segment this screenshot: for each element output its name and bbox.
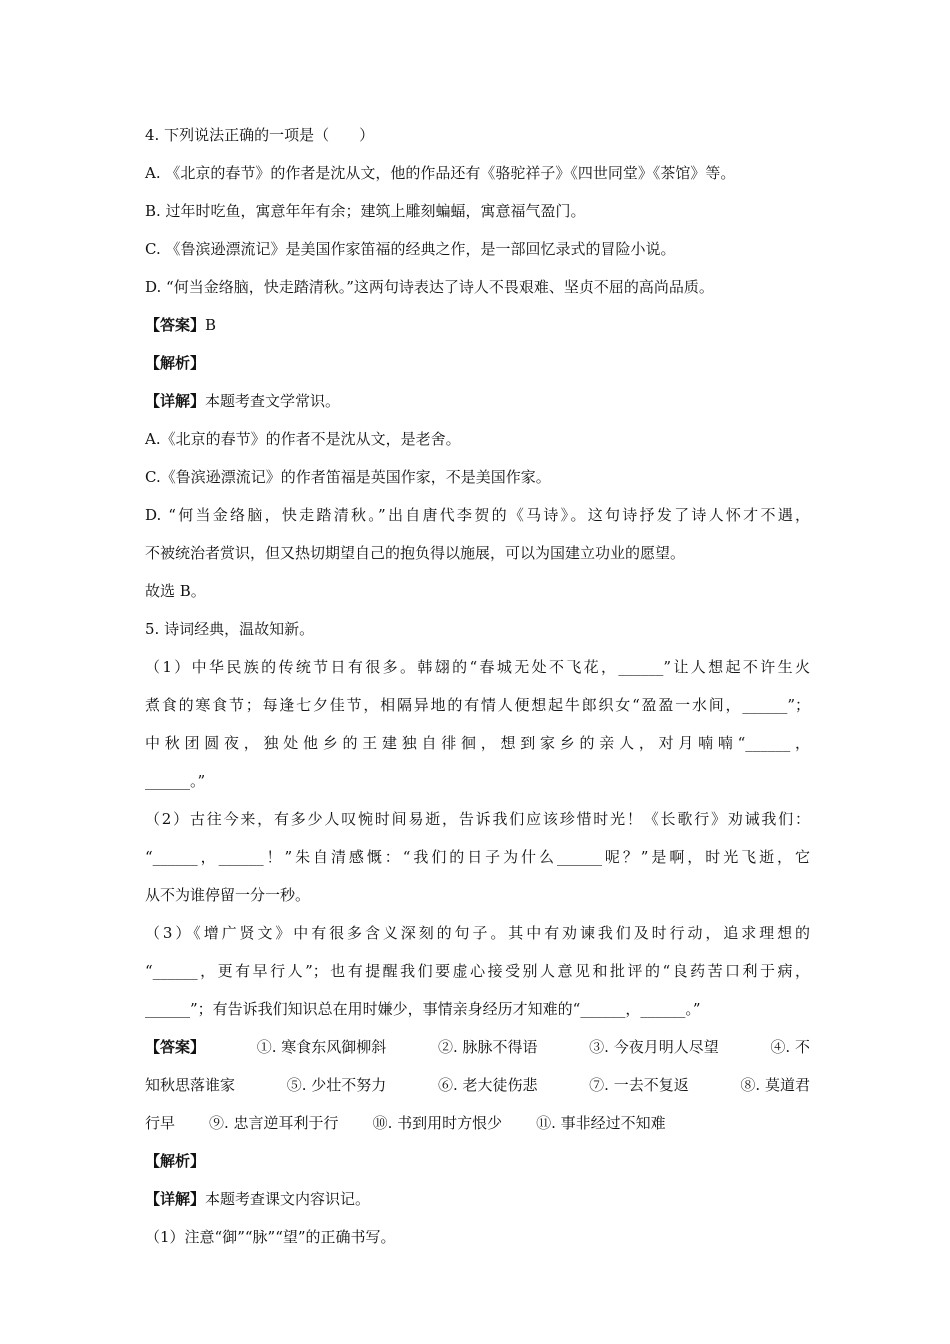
question-5-answer-line-1 bbox=[145, 1028, 810, 1066]
question-5-line: 中秋团圆夜，独处他乡的王建独自徘徊，想到家乡的亲人，对月喃喃“______， bbox=[145, 734, 810, 752]
question-4-explain-c: C.《鲁滨逊漂流记》的作者笛福是英国作家，不是美国作家。 bbox=[145, 468, 551, 486]
answer-value: B bbox=[205, 316, 217, 334]
question-4-detail bbox=[145, 382, 810, 420]
detail-text: 本题考查课文内容识记。 bbox=[205, 1190, 371, 1208]
answer-item: ③. 今夜月明人尽望 bbox=[589, 1038, 719, 1056]
detail-tag: 【详解】 bbox=[145, 392, 206, 410]
question-4-explain-a: A.《北京的春节》的作者不是沈从文，是老舍。 bbox=[145, 430, 461, 448]
answer-item: ②. 脉脉不得语 bbox=[437, 1038, 538, 1056]
question-5-analysis-tag: 【解析】 bbox=[145, 1152, 206, 1170]
answer-item: ⑤. 少壮不努力 bbox=[286, 1076, 387, 1094]
answer-item: ⑪. 事非经过不知难 bbox=[536, 1114, 666, 1132]
question-4-answer bbox=[145, 306, 810, 344]
question-4-conclusion: 故选 B。 bbox=[145, 582, 206, 600]
answer-item: ⑩. 书到用时方恨少 bbox=[372, 1114, 503, 1132]
answer-item: ④. 不 bbox=[770, 1038, 810, 1056]
question-5-detail bbox=[145, 1180, 810, 1218]
question-5-stem: 5. 诗词经典，温故知新。 bbox=[145, 620, 315, 638]
question-5-line: （1）中华民族的传统节日有很多。韩翃的“春城无处不飞花，______”让人想起不许生火 bbox=[145, 658, 810, 676]
answer-tag: 【答案】 bbox=[145, 1038, 206, 1056]
question-5-note: （1）注意“御”“脉”“望”的正确书写。 bbox=[145, 1228, 396, 1246]
question-5-answer-line-3 bbox=[145, 1104, 810, 1142]
question-4-stem: 4. 下列说法正确的一项是（ ） bbox=[145, 126, 375, 144]
question-5-line: “______，______！”朱自清感慨：“我们的日子为什么______呢？”是啊，时光飞逝，它 bbox=[145, 848, 810, 866]
answer-item: ⑥. 老大徒伤悲 bbox=[437, 1076, 538, 1094]
answer-item: ⑦. 一去不复返 bbox=[589, 1076, 689, 1094]
question-4-option-c: C. 《鲁滨逊漂流记》是美国作家笛福的经典之作，是一部回忆录式的冒险小说。 bbox=[145, 240, 676, 258]
question-5-line: 从不为谁停留一分一秒。 bbox=[145, 886, 311, 904]
question-4-explain-d-cont: 不被统治者赏识，但又热切期望自己的抱负得以施展，可以为国建立功业的愿望。 bbox=[145, 544, 686, 562]
question-4-analysis-tag: 【解析】 bbox=[145, 354, 206, 372]
answer-item: ⑨. 忠言逆耳利于行 bbox=[209, 1114, 339, 1132]
answer-item: 知秋思落谁家 bbox=[145, 1076, 236, 1094]
question-5-answer-line-2 bbox=[145, 1066, 810, 1104]
question-5-line: “______，更有早行人”；也有提醒我们要虚心接受别人意见和批评的“良药苦口利于病， bbox=[145, 962, 810, 980]
answer-item: ①. 寒食东风御柳斜 bbox=[256, 1038, 387, 1056]
question-4-option-b: B. 过年时吃鱼，寓意年年有余；建筑上雕刻蝙蝠，寓意福气盈门。 bbox=[145, 202, 586, 220]
question-4-option-d: D. “何当金络脑，快走踏清秋。”这两句诗表达了诗人不畏艰难、坚贞不屈的高尚品质。 bbox=[145, 278, 714, 296]
question-4-explain-d: D. “何当金络脑，快走踏清秋。”出自唐代李贺的《马诗》。这句诗抒发了诗人怀才不遇， bbox=[145, 506, 810, 524]
answer-tag: 【答案】 bbox=[145, 316, 206, 334]
question-5-line: ______”；有告诉我们知识总在用时嫌少，事情亲身经历才知难的“______，______。” bbox=[145, 1000, 701, 1018]
detail-text: 本题考查文学常识。 bbox=[205, 392, 341, 410]
question-5-line: 煮食的寒食节；每逢七夕佳节，相隔异地的有情人便想起牛郎织女“盈盈一水间，______”； bbox=[145, 696, 810, 714]
answer-item: 行早 bbox=[145, 1114, 176, 1132]
answer-item: ⑧. 莫道君 bbox=[740, 1076, 810, 1094]
detail-tag: 【详解】 bbox=[145, 1190, 206, 1208]
question-5-line: （2）古往今来，有多少人叹惋时间易逝，告诉我们应该珍惜时光！《长歌行》劝诫我们： bbox=[145, 810, 810, 828]
question-5-line: （3）《增广贤文》中有很多含义深刻的句子。其中有劝谏我们及时行动，追求理想的 bbox=[145, 924, 810, 942]
document-content bbox=[145, 116, 810, 1256]
question-4-option-a: A. 《北京的春节》的作者是沈从文，他的作品还有《骆驼祥子》《四世同堂》《茶馆》等。 bbox=[145, 164, 736, 182]
question-5-line: ______。” bbox=[145, 772, 206, 790]
